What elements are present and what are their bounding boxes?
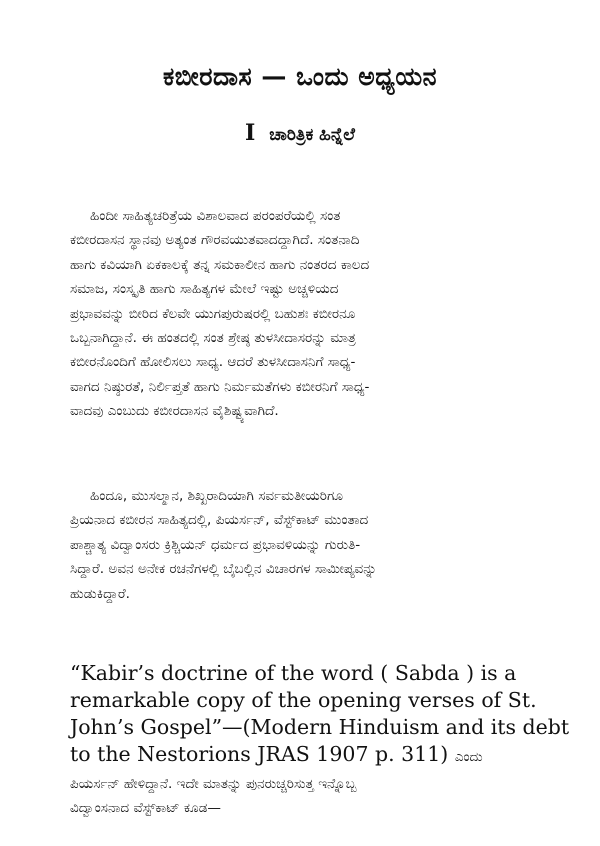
paragraph-line: ಕಬೀರನೊಂದಿಗೆ ಹೋಲಿಸಲು ಸಾಧ್ಯ. ಆದರೆ ತುಳಸೀದಾಸನಿಗೆ ಸಾಧ್ಯ- [70,354,356,371]
paragraph-line: ಕಬೀರದಾಸನ ಸ್ಥಾನವು ಅತ್ಯಂತ ಗೌರವಯುತವಾದದ್ದಾಗಿದೆ. ಸಂತನಾದಿ [70,232,360,249]
paragraph-line: ಸಮಾಜ, ಸಂಸ್ಕೃತಿ ಹಾಗು ಸಾಹಿತ್ಯಗಳ ಮೇಲೆ ಇಷ್ಟು ಅಚ್ಚಳಿಯದ [70,281,339,298]
section-number: I [245,120,256,146]
paragraph-line: ಪಾಶ್ಚಾತ್ಯ ವಿದ್ವಾಂಸರು ಕ್ರಿಶ್ಚಿಯನ್ ಧರ್ಮದ ಪ್ರಭಾವಳಿಯನ್ನು ಗುರುತಿ- [70,536,361,553]
paragraph-line: ಹುಡುಕಿದ್ದಾರೆ. [70,585,130,602]
closing-lines [70,772,550,820]
section-heading [0,120,600,146]
paragraph-line: ಹಿಂದೀ ಸಾಹಿತ್ಯಚರಿತ್ರೆಯ ವಿಶಾಲವಾದ ಪರಂಪರೆಯಲ್ಲಿ ಸಂತ [90,208,341,224]
paragraph-line: ಹಾಗು ಕವಿಯಾಗಿ ಏಕಕಾಲಕ್ಕೆ ತನ್ನ ಸಮಕಾಲೀನ ಹಾಗು ನಂತರದ ಕಾಲದ [70,256,370,273]
quote-tail-word: ಎಂದು [454,749,483,765]
closing-line: ವಿದ್ವಾಂಸನಾದ ವೆಸ್ಟ್‌ಕಾಟ್ ಕೂಡ— [70,800,221,816]
closing-line: ಪಿಯರ್ಸನ್ ಹೇಳಿದ್ದಾನೆ. ಇದೇ ಮಾತನ್ನು ಪುನರುಚ್ಚರಿಸುತ್ತ ಇನ್ನೊಬ್ಬ [70,776,357,792]
paragraph-1 [70,204,550,424]
quote-line [70,741,552,771]
section-title: ಚಾರಿತ್ರಿಕ ಹಿನ್ನೆಲೆ [269,125,355,145]
quote-line: “Kabir’s doctrine of the word ( Sabda ) is a [70,661,517,685]
paragraph-line: ವಾದವು ಎಂಬುದು ಕಬೀರದಾಸನ ವೈಶಿಷ್ಟ್ಯವಾಗಿದೆ. [70,403,279,420]
paragraph-2 [70,484,550,606]
quote-line: John’s Gospel”—(Modern Hinduism and its debt [70,715,570,739]
english-quotation [70,660,570,771]
chapter-title: ಕಬೀರದಾಸ — ಒಂದು ಅಧ್ಯಯನ [162,62,438,91]
paragraph-line: ಪ್ರಭಾವವನ್ನು ಬೀರಿದ ಕೆಲವೇ ಯುಗಪುರುಷರಲ್ಲಿ ಬಹುಶಃ ಕಬೀರನೂ [70,305,356,322]
quote-line-text: to the Nestorions JRAS 1907 p. 311) [70,742,449,766]
paragraph-line: ಸಿದ್ದಾರೆ. ಅವನ ಅನೇಕ ರಚನೆಗಳಲ್ಲಿ ಬೈಬಲ್ಲಿನ ವಿಚಾರಗಳ ಸಾಮೀಪ್ಯವನ್ನು [70,561,377,578]
paragraph-line: ಒಬ್ಬನಾಗಿದ್ದಾನೆ. ಈ ಹಂತದಲ್ಲಿ ಸಂತ ಶ್ರೇಷ್ಠ ತುಳಸೀದಾಸರನ್ನು ಮಾತ್ರ [70,330,356,347]
paragraph-line: ವಾಗದ ನಿಷ್ಠುರತೆ, ನಿರ್ಲಿಪ್ತತೆ ಹಾಗು ನಿರ್ಮಮತೆಗಳು ಕಬೀರನಿಗೆ ಸಾಧ್ಯ- [70,378,370,395]
paragraph-line: ಪ್ರಿಯನಾದ ಕಬೀರನ ಸಾಹಿತ್ಯದಲ್ಲಿ, ಪಿಯರ್ಸನ್, ವೆಸ್ಟ್‌ಕಾಟ್ ಮುಂತಾದ [70,512,369,529]
paragraph-line: ಹಿಂದೂ, ಮುಸಲ್ಮಾನ, ಶಿಖ್ಖರಾದಿಯಾಗಿ ಸರ್ವಮತೀಯರಿಗೂ [90,488,343,504]
quote-line: remarkable copy of the opening verses of St. [70,688,537,712]
